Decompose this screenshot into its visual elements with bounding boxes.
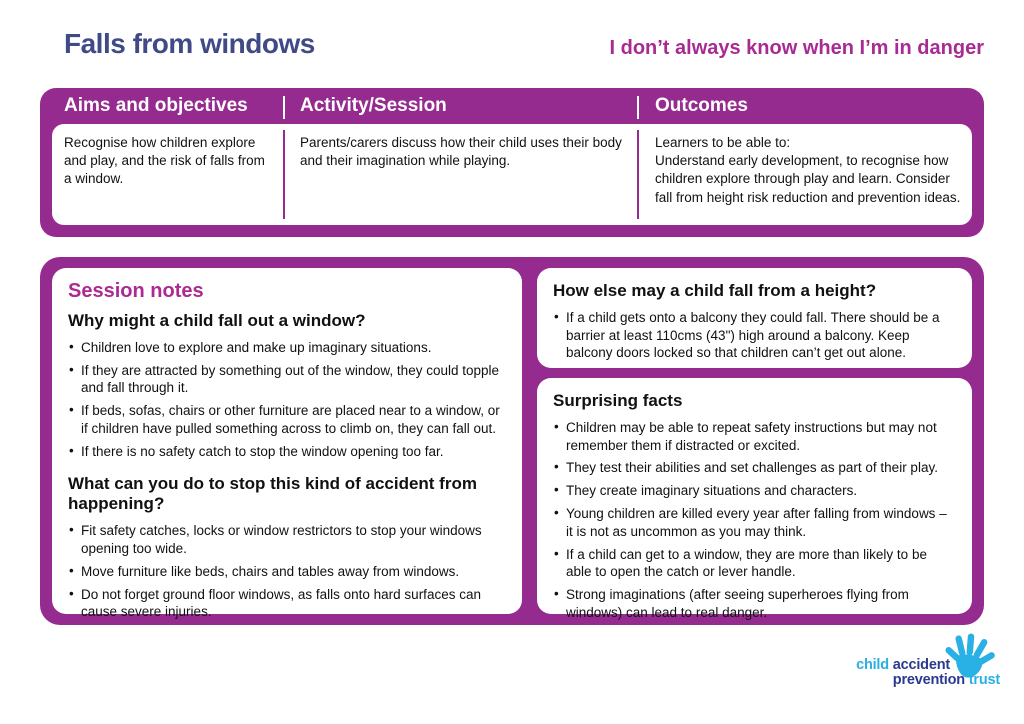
bullet-item: • If a child can get to a window, they are more than likely to be able to open the catch or lever handle. — [553, 546, 956, 582]
surprising-facts-box — [537, 378, 972, 621]
bullet-item: • Do not forget ground floor windows, as falls onto hard surfaces can cause severe injuries. — [68, 586, 504, 622]
fall-from-height-heading: How else may a child fall from a height? — [553, 281, 877, 300]
column-divider — [637, 130, 639, 219]
bullet-item: • Strong imaginations (after seeing superheroes flying from windows) can lead to real danger. — [553, 586, 956, 622]
bullet-item: • Move furniture like beds, chairs and tables away from windows. — [68, 563, 504, 581]
bullet-item: • If they are attracted by something out of the window, they could topple and fall through it. — [68, 362, 504, 398]
logo-word-prevention: prevention — [892, 672, 965, 689]
prevention-heading: What can you do to stop this kind of accident from happening? — [68, 473, 477, 514]
logo-word-child: child — [856, 657, 889, 673]
capt-logo — [830, 632, 1000, 696]
bullet-item: • Fit safety catches, locks or window restrictors to stop your windows opening too wide. — [68, 522, 504, 558]
column-header-activity: Activity/Session — [300, 95, 447, 116]
bullet-item: • Young children are killed every year after falling from windows – it is not as uncommon as you may think. — [553, 505, 956, 541]
bullet-item: • Children may be able to repeat safety instructions but may not remember them if distracted or excited. — [553, 419, 956, 455]
logo-line2 — [830, 673, 1000, 688]
bullet-item: • If beds, sofas, chairs or other furniture are placed near to a window, or if children have pulled something across to climb on, they can fall out. — [68, 402, 504, 438]
bullet-item: • They create imaginary situations and characters. — [553, 482, 956, 500]
logo-wordmark — [830, 658, 1000, 689]
surprising-facts-bullets — [553, 419, 956, 622]
aims-text: Recognise how children explore and play, and the risk of falls from a window. — [64, 135, 265, 187]
bullet-item: • If a child gets onto a balcony they could fall. There should be a barrier at least 110cms (43") high around a balcony. Keep balcony doors locked so that children can’t get out alone. — [553, 309, 956, 362]
logo-line1 — [830, 658, 1000, 673]
bullet-item: • If there is no safety catch to stop the window opening too far. — [68, 443, 504, 461]
column-header-aims: Aims and objectives — [64, 95, 248, 116]
page-tagline: I don’t always know when I’m in danger — [609, 37, 984, 59]
session-notes-box — [52, 268, 522, 620]
header-divider — [637, 96, 639, 119]
fall-from-height-box — [537, 268, 972, 368]
column-divider — [283, 130, 285, 219]
page-title: Falls from windows — [64, 28, 315, 59]
session-notes-band — [40, 257, 984, 625]
header-divider — [283, 96, 285, 119]
overview-content-box — [52, 124, 972, 225]
outcomes-line2: Understand early development, to recognise how children explore through play and learn. Consider fall from height risk reduction and prevention ideas. — [655, 153, 961, 205]
why-fall-bullets — [68, 339, 504, 461]
outcomes-line1: Learners to be able to: — [655, 135, 791, 150]
activity-text: Parents/carers discuss how their child uses their body and their imagination while playing. — [300, 135, 622, 169]
prevention-bullets — [68, 522, 504, 621]
session-notes-title: Session notes — [68, 280, 204, 302]
outcomes-text — [655, 134, 961, 207]
column-header-outcomes: Outcomes — [655, 95, 748, 116]
fall-from-height-bullets — [553, 309, 956, 362]
bullet-item: • Children love to explore and make up imaginary situations. — [68, 339, 504, 357]
surprising-facts-heading: Surprising facts — [553, 391, 683, 410]
bullet-item: • They test their abilities and set challenges as part of their play. — [553, 459, 956, 477]
logo-word-trust: trust — [968, 672, 1000, 689]
logo-word-accident: accident — [892, 657, 950, 673]
why-fall-heading: Why might a child fall out a window? — [68, 311, 366, 330]
overview-band — [40, 88, 984, 237]
